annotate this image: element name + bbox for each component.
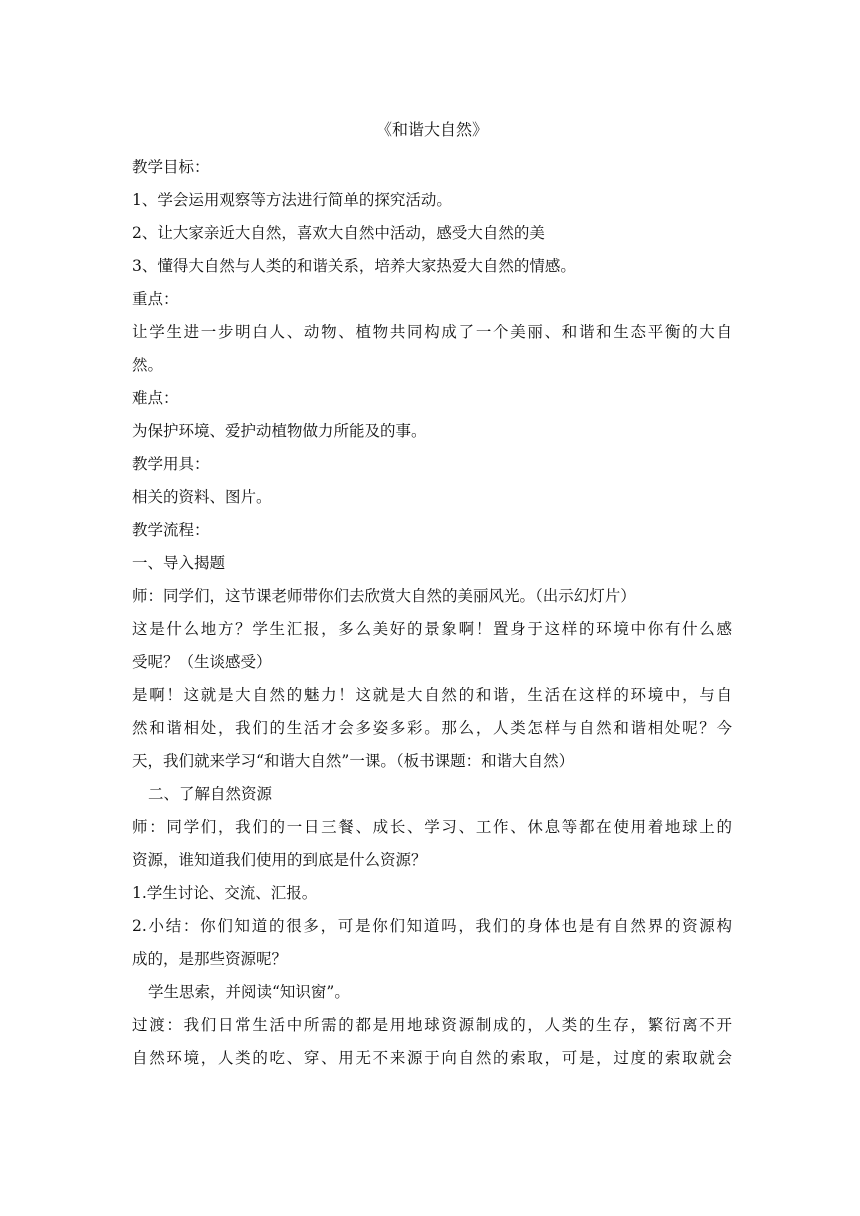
text-line: 教学流程： [132,521,210,539]
text-line: 为保护环境、爱护动植物做力所能及的事。 [132,422,427,440]
text-line: 然和谐相处，我们的生活才会多姿多彩。那么，人类怎样与自然和谐相处呢？今 [132,719,732,737]
text-line: 2、让大家亲近大自然，喜欢大自然中活动，感受大自然的美 [132,224,545,242]
text-line: 过渡：我们日常生活中所需的都是用地球资源制成的，人类的生存，繁衍离不开 [132,1016,732,1034]
text-line: 让学生进一步明白人、动物、植物共同构成了一个美丽、和谐和生态平衡的大自 [132,323,732,341]
text-line: 师：同学们，我们的一日三餐、成长、学习、工作、休息等都在使用着地球上的 [132,818,732,836]
document-title: 《和谐大自然》 [375,120,488,139]
text-line: 3、懂得大自然与人类的和谐关系，培养大家热爱大自然的情感。 [132,257,576,275]
document-page [132,118,732,1075]
text-line: 天，我们就来学习“和谐大自然”一课。（板书课题：和谐大自然） [132,752,575,770]
text-line: 二、了解自然资源 [148,785,273,803]
text-line: 然。 [132,356,164,374]
text-line: 重点： [132,290,179,308]
text-line: 成的，是那些资源呢？ [132,950,288,968]
text-line: 师：同学们，这节课老师带你们去欣赏大自然的美丽风光。（出示幻灯片） [132,587,636,605]
text-line: 学生思索，并阅读“知识窗”。 [148,983,350,1001]
text-line: 教学目标： [132,158,210,176]
text-line: 1.学生讨论、交流、汇报。 [132,884,318,902]
text-line: 是啊！这就是大自然的魅力！这就是大自然的和谐，生活在这样的环境中，与自 [132,686,732,704]
text-line: 相关的资料、图片。 [132,488,272,506]
text-line: 1、学会运用观察等方法进行简单的探究活动。 [132,191,452,209]
text-line: 这是什么地方？学生汇报，多么美好的景象啊！置身于这样的环境中你有什么感 [132,620,732,638]
text-line: 受呢？（生谈感受） [132,653,272,671]
text-line: 资源，谁知道我们使用的到底是什么资源？ [132,851,427,869]
text-line: 2.小结：你们知道的很多，可是你们知道吗，我们的身体也是有自然界的资源构 [132,917,732,935]
document-body [132,151,732,1075]
text-line: 自然环境，人类的吃、穿、用无不来源于向自然的索取，可是，过度的索取就会 [132,1049,732,1067]
text-line: 一、导入揭题 [132,554,226,572]
text-line: 难点： [132,389,179,407]
text-line: 教学用具： [132,455,210,473]
